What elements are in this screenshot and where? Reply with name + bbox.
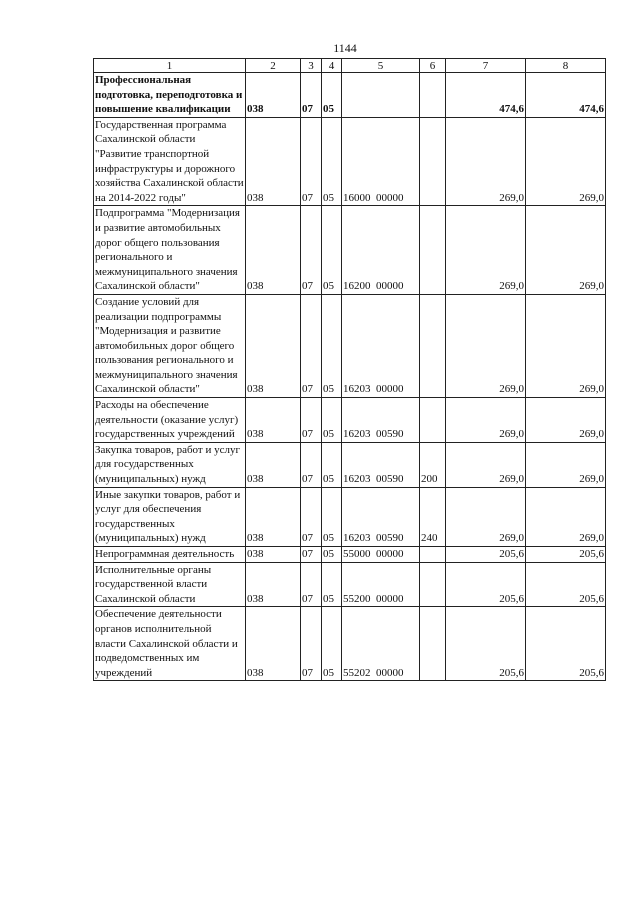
row-amount-col8: 269,0 xyxy=(526,442,606,487)
table-row xyxy=(94,294,606,397)
table-row xyxy=(94,562,606,607)
row-ministry-code: 038 xyxy=(246,117,301,206)
row-ministry-code: 038 xyxy=(246,487,301,546)
row-amount-col7: 205,6 xyxy=(446,547,526,563)
row-subsection: 05 xyxy=(322,117,342,206)
row-expense-type xyxy=(420,562,446,607)
row-subsection: 05 xyxy=(322,73,342,118)
row-subsection: 05 xyxy=(322,547,342,563)
row-subsection: 05 xyxy=(322,442,342,487)
row-ministry-code: 038 xyxy=(246,206,301,295)
row-target-article: 16200 00000 xyxy=(342,206,420,295)
page-number: 1144 xyxy=(333,41,357,55)
row-subsection: 05 xyxy=(322,294,342,397)
row-target-article: 55200 00000 xyxy=(342,562,420,607)
row-target-article: 16203 00590 xyxy=(342,398,420,443)
row-name: Государственная программа Сахалинской области "Развитие транспортной инфраструктуры и дорожного хозяйства Сахалинской области на 2014-2022 годы" xyxy=(94,117,246,206)
row-section: 07 xyxy=(301,562,322,607)
row-name: Непрограммная деятельность xyxy=(94,547,246,563)
table-row xyxy=(94,607,606,681)
row-section: 07 xyxy=(301,547,322,563)
table-row xyxy=(94,398,606,443)
header-col-2: 2 xyxy=(246,59,301,73)
row-subsection: 05 xyxy=(322,607,342,681)
row-expense-type xyxy=(420,547,446,563)
row-target-article: 16203 00590 xyxy=(342,487,420,546)
row-amount-col7: 205,6 xyxy=(446,607,526,681)
row-target-article: 16000 00000 xyxy=(342,117,420,206)
row-amount-col8: 269,0 xyxy=(526,206,606,295)
row-amount-col8: 205,6 xyxy=(526,547,606,563)
row-amount-col7: 205,6 xyxy=(446,562,526,607)
row-amount-col8: 269,0 xyxy=(526,294,606,397)
row-name: Создание условий для реализации подпрограммы "Модернизация и развитие автомобильных дорог общего пользования регионального и межмуниципального значения Сахалинской области" xyxy=(94,294,246,397)
row-target-article: 16203 00590 xyxy=(342,442,420,487)
row-name: Расходы на обеспечение деятельности (оказание услуг) государственных учреждений xyxy=(94,398,246,443)
row-section: 07 xyxy=(301,73,322,118)
row-ministry-code: 038 xyxy=(246,607,301,681)
row-target-article: 55000 00000 xyxy=(342,547,420,563)
row-section: 07 xyxy=(301,442,322,487)
row-section: 07 xyxy=(301,206,322,295)
row-amount-col8: 269,0 xyxy=(526,487,606,546)
row-section: 07 xyxy=(301,398,322,443)
table-row xyxy=(94,442,606,487)
row-expense-type xyxy=(420,294,446,397)
row-subsection: 05 xyxy=(322,398,342,443)
row-ministry-code: 038 xyxy=(246,562,301,607)
row-name: Исполнительные органы государственной власти Сахалинской области xyxy=(94,562,246,607)
row-subsection: 05 xyxy=(322,562,342,607)
row-ministry-code: 038 xyxy=(246,73,301,118)
header-col-8: 8 xyxy=(526,59,606,73)
table-row xyxy=(94,117,606,206)
row-expense-type xyxy=(420,607,446,681)
row-amount-col8: 205,6 xyxy=(526,607,606,681)
row-target-article xyxy=(342,73,420,118)
row-expense-type xyxy=(420,73,446,118)
row-name: Иные закупки товаров, работ и услуг для обеспечения государственных (муниципальных) нужд xyxy=(94,487,246,546)
row-amount-col8: 205,6 xyxy=(526,562,606,607)
row-name: Обеспечение деятельности органов исполнительной власти Сахалинской области и подведомственных им учреждений xyxy=(94,607,246,681)
row-amount-col7: 269,0 xyxy=(446,487,526,546)
header-col-6: 6 xyxy=(420,59,446,73)
row-section: 07 xyxy=(301,607,322,681)
table-row xyxy=(94,206,606,295)
budget-table xyxy=(93,58,606,681)
row-name: Закупка товаров, работ и услуг для государственных (муниципальных) нужд xyxy=(94,442,246,487)
row-amount-col7: 269,0 xyxy=(446,442,526,487)
row-section: 07 xyxy=(301,487,322,546)
row-ministry-code: 038 xyxy=(246,547,301,563)
header-col-4: 4 xyxy=(322,59,342,73)
header-col-3: 3 xyxy=(301,59,322,73)
row-target-article: 55202 00000 xyxy=(342,607,420,681)
row-amount-col7: 269,0 xyxy=(446,117,526,206)
header-row xyxy=(94,59,606,73)
header-col-7: 7 xyxy=(446,59,526,73)
row-amount-col7: 269,0 xyxy=(446,294,526,397)
row-target-article: 16203 00000 xyxy=(342,294,420,397)
row-section: 07 xyxy=(301,117,322,206)
table-row xyxy=(94,547,606,563)
row-amount-col7: 269,0 xyxy=(446,206,526,295)
row-expense-type xyxy=(420,398,446,443)
row-subsection: 05 xyxy=(322,487,342,546)
row-amount-col7: 269,0 xyxy=(446,398,526,443)
header-col-1: 1 xyxy=(94,59,246,73)
row-name: Подпрограмма "Модернизация и развитие автомобильных дорог общего пользования регионального и межмуниципального значения Сахалинской области" xyxy=(94,206,246,295)
row-expense-type: 240 xyxy=(420,487,446,546)
row-section: 07 xyxy=(301,294,322,397)
row-expense-type: 200 xyxy=(420,442,446,487)
row-amount-col8: 269,0 xyxy=(526,117,606,206)
row-expense-type xyxy=(420,206,446,295)
table-row xyxy=(94,487,606,546)
row-ministry-code: 038 xyxy=(246,442,301,487)
row-amount-col8: 474,6 xyxy=(526,73,606,118)
header-col-5: 5 xyxy=(342,59,420,73)
row-amount-col8: 269,0 xyxy=(526,398,606,443)
table-row xyxy=(94,73,606,118)
row-amount-col7: 474,6 xyxy=(446,73,526,118)
row-ministry-code: 038 xyxy=(246,294,301,397)
row-ministry-code: 038 xyxy=(246,398,301,443)
row-name: Профессиональная подготовка, переподготовка и повышение квалификации xyxy=(94,73,246,118)
row-expense-type xyxy=(420,117,446,206)
row-subsection: 05 xyxy=(322,206,342,295)
